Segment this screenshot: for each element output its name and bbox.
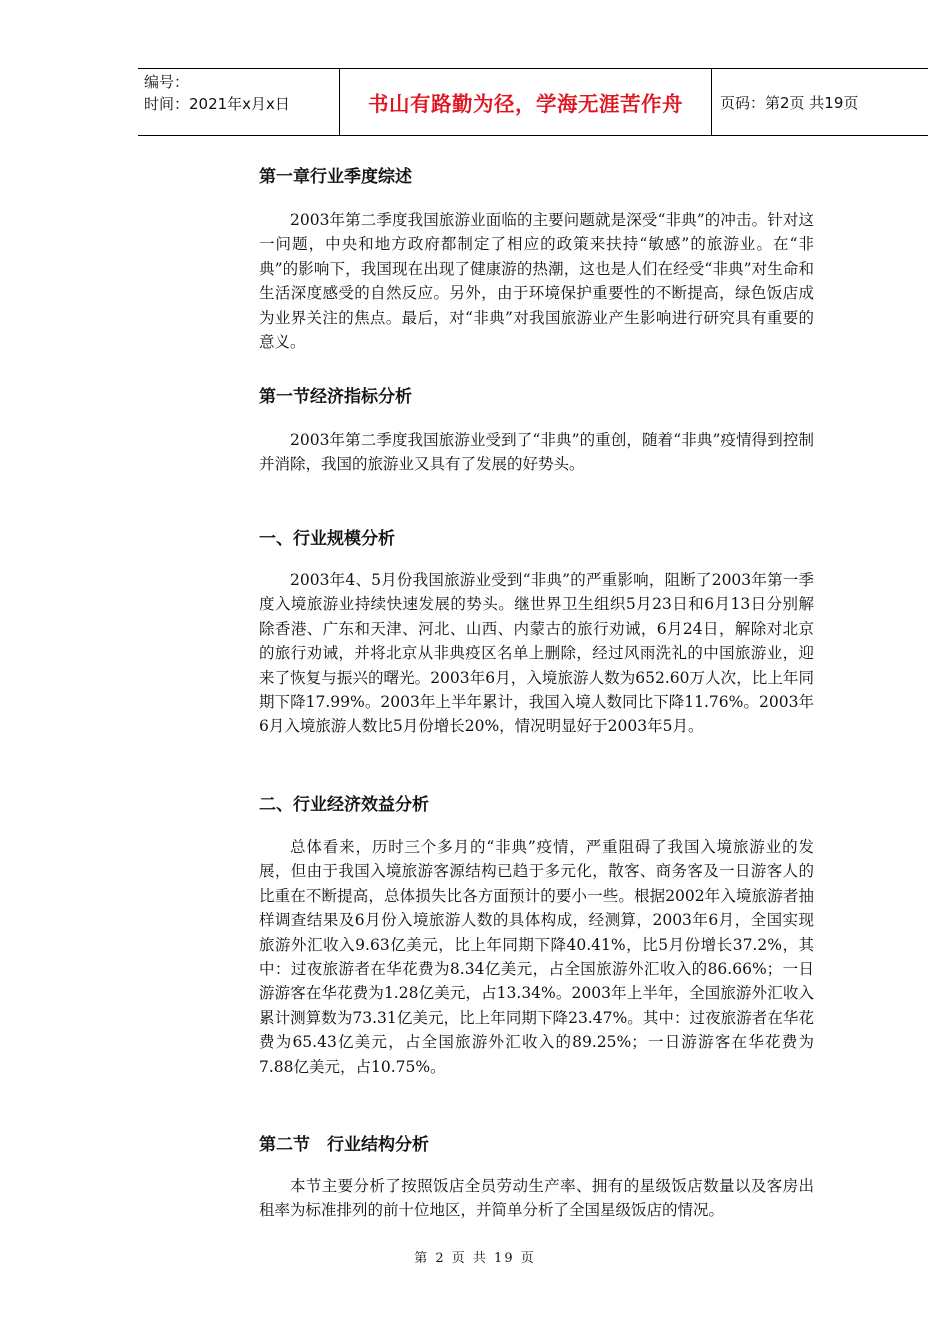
header-page-info: 页码：第2页 共19页 [720, 93, 859, 112]
body-paragraph: 本节主要分析了按照饭店全员劳动生产率、拥有的星级饭店数量以及客房出租率为标准排列的前十位地区，并简单分析了全国星级饭店的情况。 [259, 1177, 814, 1220]
section-heading: 二、行业经济效益分析 [259, 795, 429, 815]
header-motto: 书山有路勤为径，学海无涯苦作舟 [340, 69, 712, 135]
section-heading: 第一节经济指标分析 [259, 387, 412, 407]
section-heading: 一、行业规模分析 [259, 529, 395, 549]
section-heading: 第二节 行业结构分析 [259, 1135, 429, 1155]
document-time-label: 时间：2021年x月x日 [144, 95, 290, 113]
page-footer: 第 2 页 共 19 页 [414, 1251, 536, 1266]
header-table [138, 68, 928, 136]
body-paragraph: 2003年4、5月份我国旅游业受到“非典”的严重影响，阻断了2003年第一季度入境旅游业持续快速发展的势头。继世界卫生组织5月23日和6月13日分别解除香港、广东和天津、河北、山西、内蒙古的旅行劝诫，6月24日，解除对北京的旅行劝诫，并将北京从非典疫区名单上删除，经过风雨洗礼的中国旅游业，迎来了恢复与振兴的曙光。2003年6月，入境旅游人数为652.60万人次，比上年同期下降17.99%。2003年上半年累计，我国入境人数同比下降11.76%。2003年6月入境旅游人数比5月份增长20%，情况明显好于2003年5月。 [259, 571, 814, 736]
document-number-label: 编号： [144, 73, 190, 91]
section-heading: 第一章行业季度综述 [259, 167, 412, 187]
body-paragraph: 总体看来，历时三个多月的“非典”疫情，严重阻碍了我国入境旅游业的发展，但由于我国入境旅游客源结构已趋于多元化，散客、商务客及一日游客人的比重在不断提高，总体损失比各方面预计的要小一些。根据2002年入境旅游者抽样调查结果及6月份入境旅游人数的具体构成，经测算，2003年6月，全国实现旅游外汇收入9.63亿美元，比上年同期下降40.41%，比5月份增长37.2%，其中：过夜旅游者在华花费为8.34亿美元，占全国旅游外汇收入的86.66%；一日游游客在华花费为1.28亿美元，占13.34%。2003年上半年，全国旅游外汇收入累计测算数为73.31亿美元，比上年同期下降23.47%。其中：过夜旅游者在华花费为65.43亿美元，占全国旅游外汇收入的89.25%；一日游游客在华花费为7.88亿美元，占10.75%。 [259, 838, 814, 1076]
body-paragraph: 2003年第二季度我国旅游业面临的主要问题就是深受“非典”的冲击。针对这一问题，中央和地方政府都制定了相应的政策来扶持“敏感”的旅游业。在“非典”的影响下，我国现在出现了健康游的热潮，这也是人们在经受“非典”对生命和生活深度感受的自然反应。另外，由于环境保护重要性的不断提高，绿色饭店成为业界关注的焦点。最后，对“非典”对我国旅游业产生影响进行研究具有重要的意义。 [259, 211, 814, 352]
header-left-cell [138, 69, 340, 135]
body-paragraph: 2003年第二季度我国旅游业受到了“非典”的重创，随着“非典”疫情得到控制并消除，我国的旅游业又具有了发展的好势头。 [259, 431, 814, 474]
